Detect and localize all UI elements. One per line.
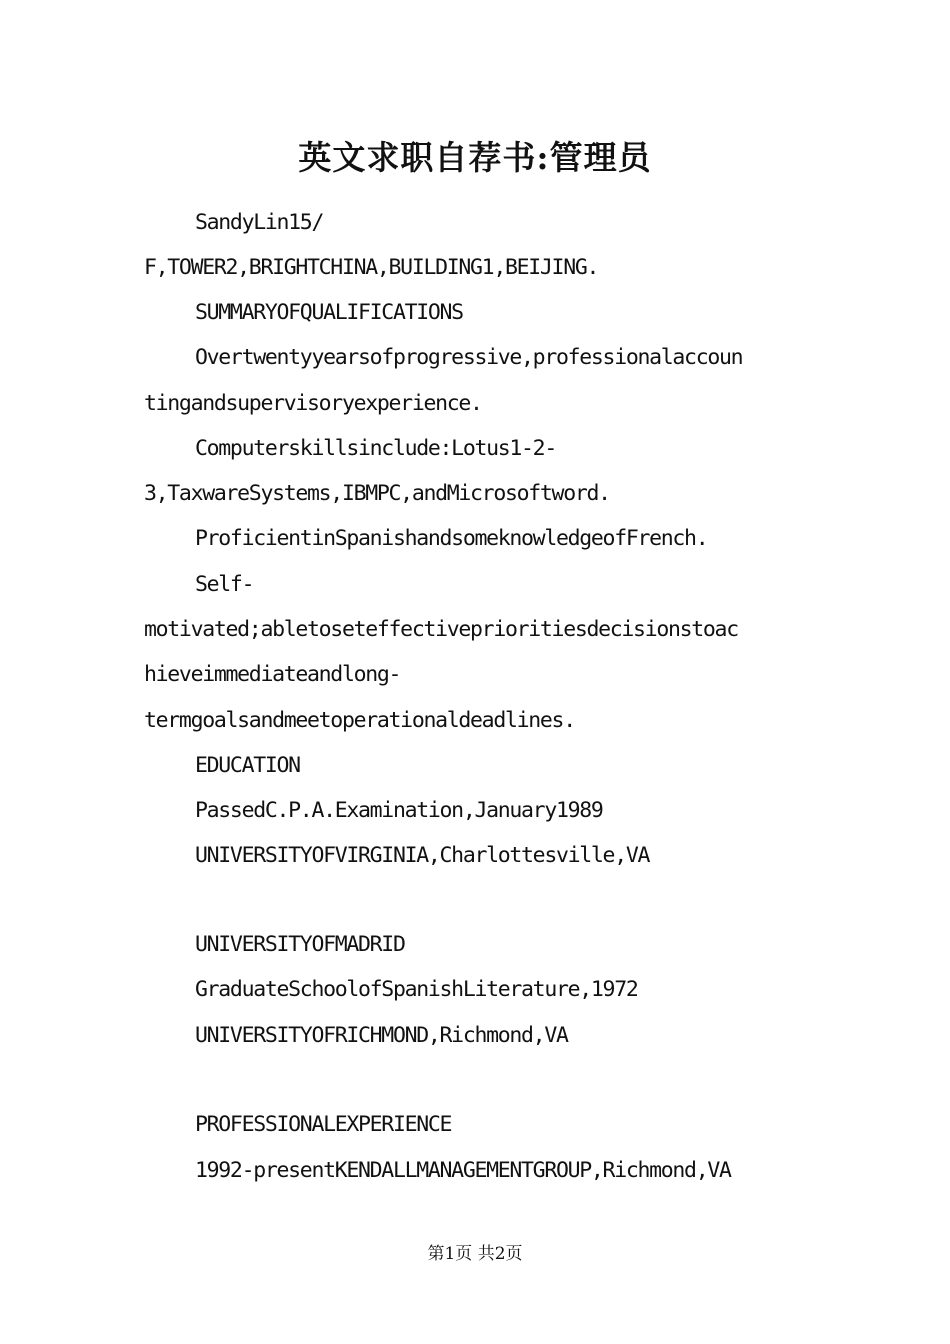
text-line: tingandsupervisoryexperience. [144,391,482,416]
text-line: UNIVERSITYOFVIRGINIA,Charlottesville,VA [195,843,650,868]
text-line: Computerskillsinclude:Lotus1-2- [195,436,556,461]
text-line: GraduateSchoolofSpanishLiterature,1972 [195,977,638,1002]
section-heading-education: EDUCATION [195,753,300,778]
text-line: UNIVERSITYOFMADRID [195,932,405,957]
text-line: 3,TaxwareSystems,IBMPC,andMicrosoftword. [144,481,610,506]
text-line: motivated;abletoseteffectiveprioritiesdecisionstoac [144,617,738,642]
text-line: PassedC.P.A.Examination,January1989 [195,798,603,823]
section-heading-experience: PROFESSIONALEXPERIENCE [195,1112,452,1137]
text-line-name: SandyLin15/ [195,210,324,235]
document-title: 英文求职自荐书:管理员 [298,138,652,177]
text-line: termgoalsandmeetoperationaldeadlines. [144,708,575,733]
text-line: hieveimmediateandlong- [144,662,401,687]
section-heading-summary: SUMMARYOFQUALIFICATIONS [195,300,463,325]
text-line: ProficientinSpanishandsomeknowledgeofFrench. [195,526,708,551]
text-line: 1992-presentKENDALLMANAGEMENTGROUP,Richmond,VA [195,1158,731,1183]
page-number-footer: 第1页 共2页 [427,1244,523,1264]
text-line: UNIVERSITYOFRICHMOND,Richmond,VA [195,1023,568,1048]
text-line-address: F,TOWER2,BRIGHTCHINA,BUILDING1,BEIJING. [144,255,599,280]
text-line: Overtwentyyearsofprogressive,professionalaccoun [195,345,743,370]
text-line: Self- [195,572,254,597]
